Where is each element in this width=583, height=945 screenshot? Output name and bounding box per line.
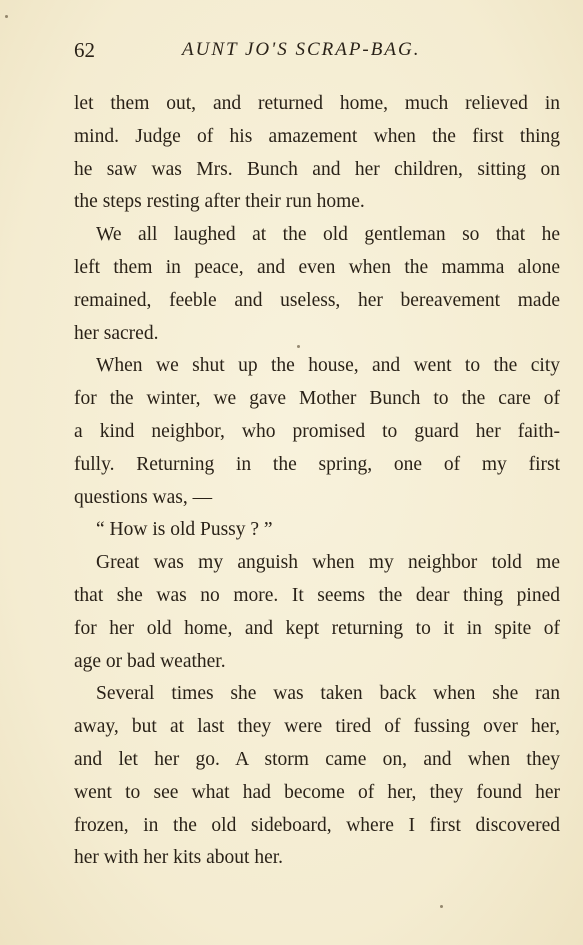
print-speck [5,15,8,18]
text-line: mind. Judge of his amazement when the first thing [74,125,560,147]
text-line: for the winter, we gave Mother Bunch to the care of [74,388,560,410]
text-line: her sacred. [74,322,159,344]
body-text [74,88,560,875]
page-header [74,38,560,66]
text-line: “ How is old Pussy ? ” [96,519,273,541]
text-line: Great was my anguish when my neighbor told me [96,552,560,574]
print-speck [440,905,443,908]
page-number: 62 [74,38,95,62]
text-line: age or bad weather. [74,650,226,672]
text-line: he saw was Mrs. Bunch and her children, sitting on [74,158,560,180]
text-line: frozen, in the old sideboard, where I first discovered [74,814,560,836]
text-line: and let her go. A storm came on, and when they [74,748,560,770]
text-line: questions was, — [74,486,213,508]
text-line: remained, feeble and useless, her bereavement made [74,289,560,311]
text-line: When we shut up the house, and went to the city [96,355,560,377]
text-line: went to see what had become of her, they found her [74,781,560,803]
running-title: AUNT JO'S SCRAP-BAG. [182,39,421,60]
text-line: let them out, and returned home, much relieved in [74,93,560,114]
text-line: that she was no more. It seems the dear thing pined [74,584,560,606]
text-line: away, but at last they were tired of fussing over her, [74,716,560,738]
text-line: a kind neighbor, who promised to guard her faith- [74,420,560,442]
text-line: left them in peace, and even when the mamma alone [74,256,560,278]
text-line: We all laughed at the old gentleman so that he [96,224,560,246]
text-line: the steps resting after their run home. [74,191,365,213]
text-line: for her old home, and kept returning to it in spite of [74,617,560,639]
text-line: her with her kits about her. [74,847,284,869]
text-line: fully. Returning in the spring, one of my first [74,453,560,475]
text-line: Several times she was taken back when she ran [96,683,560,705]
